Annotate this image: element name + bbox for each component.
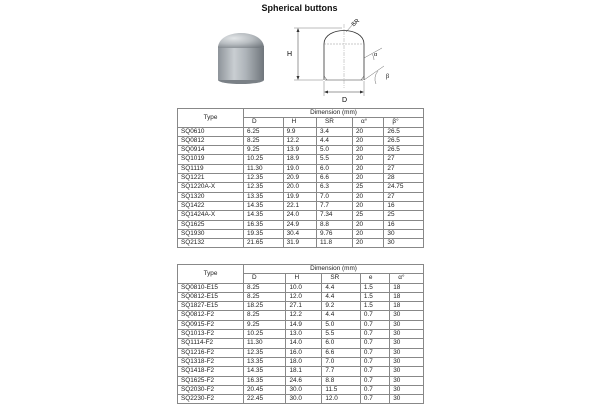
- value-cell: 8.8: [317, 220, 353, 229]
- type-cell: SQ2230-F2: [178, 395, 244, 404]
- d-label: D: [342, 97, 348, 104]
- value-cell: 1.5: [360, 292, 389, 301]
- value-cell: 20: [352, 229, 383, 238]
- value-cell: 28: [384, 174, 424, 183]
- value-cell: 18: [390, 283, 424, 292]
- value-cell: 0.7: [360, 311, 389, 320]
- value-cell: 5.5: [322, 330, 361, 339]
- value-cell: 30: [390, 357, 424, 366]
- type-cell: SQ1019: [178, 155, 244, 164]
- table-row: [178, 330, 424, 339]
- table-row: [178, 357, 424, 366]
- type-cell: SQ1013-F2: [178, 330, 244, 339]
- value-cell: 30: [390, 311, 424, 320]
- table-row: [178, 385, 424, 394]
- column-header: β°: [384, 118, 424, 127]
- value-cell: 16: [384, 201, 424, 210]
- value-cell: 14.0: [286, 339, 322, 348]
- beta-line: [364, 66, 384, 80]
- table-row: [178, 201, 424, 210]
- d-arrow-left: [324, 91, 328, 94]
- type-cell: SQ0810-E15: [178, 283, 244, 292]
- value-cell: 0.7: [360, 395, 389, 404]
- type-cell: SQ1318-F2: [178, 357, 244, 366]
- value-cell: 19.9: [283, 192, 316, 201]
- type-header: Type: [178, 265, 244, 284]
- type-cell: SQ0812-E15: [178, 292, 244, 301]
- value-cell: 16: [384, 220, 424, 229]
- value-cell: 25: [352, 211, 383, 220]
- value-cell: 30: [390, 320, 424, 329]
- type-cell: SQ1418-F2: [178, 367, 244, 376]
- table-row: [178, 164, 424, 173]
- value-cell: 0.7: [360, 330, 389, 339]
- chamfer-right: [361, 76, 364, 80]
- table-row: [178, 320, 424, 329]
- type-cell: SQ2132: [178, 239, 244, 248]
- value-cell: 30: [390, 367, 424, 376]
- value-cell: 11.8: [317, 239, 353, 248]
- value-cell: 13.0: [286, 330, 322, 339]
- value-cell: 18: [390, 292, 424, 301]
- value-cell: 20: [352, 136, 383, 145]
- value-cell: 20: [352, 201, 383, 210]
- value-cell: 20: [352, 155, 383, 164]
- value-cell: 10.25: [244, 330, 286, 339]
- value-cell: 30: [390, 348, 424, 357]
- column-header: D: [244, 118, 284, 127]
- spec-table-e-f-series: [177, 264, 424, 404]
- table-row: [178, 192, 424, 201]
- value-cell: 6.6: [317, 174, 353, 183]
- value-cell: 27: [384, 155, 424, 164]
- value-cell: 20: [352, 239, 383, 248]
- value-cell: 10.25: [244, 155, 284, 164]
- value-cell: 5.5: [317, 155, 353, 164]
- value-cell: 13.35: [244, 192, 284, 201]
- value-cell: 9.25: [244, 146, 284, 155]
- value-cell: 8.25: [244, 311, 286, 320]
- value-cell: 27.1: [286, 302, 322, 311]
- value-cell: 30.4: [283, 229, 316, 238]
- value-cell: 7.7: [317, 201, 353, 210]
- value-cell: 30: [390, 376, 424, 385]
- value-cell: 18.9: [283, 155, 316, 164]
- column-header: α°: [352, 118, 383, 127]
- value-cell: 8.25: [244, 136, 284, 145]
- value-cell: 24.0: [283, 211, 316, 220]
- table-row: [178, 127, 424, 136]
- table-row: [178, 211, 424, 220]
- value-cell: 4.4: [322, 311, 361, 320]
- beta-arc: [375, 71, 378, 84]
- value-cell: 27: [384, 192, 424, 201]
- value-cell: 13.9: [283, 146, 316, 155]
- h-arrow-bottom: [297, 76, 300, 80]
- table-row: [178, 220, 424, 229]
- table-row: [178, 229, 424, 238]
- value-cell: 12.35: [244, 183, 284, 192]
- type-cell: SQ0812: [178, 136, 244, 145]
- column-header: H: [286, 274, 322, 283]
- value-cell: 0.7: [360, 367, 389, 376]
- table-row: [178, 155, 424, 164]
- value-cell: 8.8: [322, 376, 361, 385]
- value-cell: 7.0: [317, 192, 353, 201]
- type-cell: SQ0610: [178, 127, 244, 136]
- table-row: [178, 339, 424, 348]
- spec-table-standard: [177, 108, 424, 248]
- value-cell: 9.2: [322, 302, 361, 311]
- value-cell: 8.25: [244, 292, 286, 301]
- type-cell: SQ0812-F2: [178, 311, 244, 320]
- value-cell: 3.4: [317, 127, 353, 136]
- type-cell: SQ1625-F2: [178, 376, 244, 385]
- value-cell: 31.9: [283, 239, 316, 248]
- value-cell: 30.0: [286, 395, 322, 404]
- value-cell: 12.35: [244, 174, 284, 183]
- value-cell: 19.0: [283, 164, 316, 173]
- value-cell: 0.7: [360, 357, 389, 366]
- table-row: [178, 292, 424, 301]
- sr-label: SR: [350, 18, 362, 29]
- value-cell: 0.7: [360, 385, 389, 394]
- value-cell: 30: [390, 395, 424, 404]
- column-header: e: [360, 274, 389, 283]
- column-header: α°: [390, 274, 424, 283]
- value-cell: 18.1: [286, 367, 322, 376]
- value-cell: 1.5: [360, 283, 389, 292]
- type-cell: SQ1827-E15: [178, 302, 244, 311]
- value-cell: 5.0: [317, 146, 353, 155]
- table-row: [178, 395, 424, 404]
- value-cell: 20: [352, 127, 383, 136]
- value-cell: 0.7: [360, 320, 389, 329]
- product-photo: [213, 26, 269, 86]
- value-cell: 9.25: [244, 320, 286, 329]
- value-cell: 19.35: [244, 229, 284, 238]
- value-cell: 20: [352, 164, 383, 173]
- value-cell: 4.4: [322, 292, 361, 301]
- value-cell: 30: [390, 385, 424, 394]
- table-row: [178, 183, 424, 192]
- value-cell: 0.7: [360, 348, 389, 357]
- value-cell: 21.65: [244, 239, 284, 248]
- technical-drawing: [276, 18, 406, 106]
- value-cell: 16.35: [244, 220, 284, 229]
- type-cell: SQ0915-F2: [178, 320, 244, 329]
- value-cell: 9.9: [283, 127, 316, 136]
- value-cell: 11.30: [244, 339, 286, 348]
- dimension-header: Dimension (mm): [244, 109, 424, 118]
- value-cell: 12.0: [286, 292, 322, 301]
- type-cell: SQ1221: [178, 174, 244, 183]
- value-cell: 6.0: [322, 339, 361, 348]
- value-cell: 26.5: [384, 127, 424, 136]
- value-cell: 7.0: [322, 357, 361, 366]
- value-cell: 6.25: [244, 127, 284, 136]
- value-cell: 30: [384, 239, 424, 248]
- value-cell: 6.0: [317, 164, 353, 173]
- value-cell: 14.35: [244, 201, 284, 210]
- value-cell: 14.35: [244, 367, 286, 376]
- value-cell: 0.7: [360, 376, 389, 385]
- value-cell: 7.34: [317, 211, 353, 220]
- type-cell: SQ1114-F2: [178, 339, 244, 348]
- value-cell: 12.2: [283, 136, 316, 145]
- value-cell: 6.6: [322, 348, 361, 357]
- value-cell: 11.30: [244, 164, 284, 173]
- value-cell: 13.35: [244, 357, 286, 366]
- value-cell: 12.35: [244, 348, 286, 357]
- column-header: SR: [317, 118, 353, 127]
- type-cell: SQ1422: [178, 201, 244, 210]
- table-row: [178, 239, 424, 248]
- table-row: [178, 367, 424, 376]
- table-row: [178, 136, 424, 145]
- value-cell: 27: [384, 164, 424, 173]
- type-cell: SQ2030-F2: [178, 385, 244, 394]
- value-cell: 30.0: [286, 385, 322, 394]
- type-cell: SQ1625: [178, 220, 244, 229]
- value-cell: 20: [352, 192, 383, 201]
- value-cell: 25: [352, 183, 383, 192]
- table-row: [178, 174, 424, 183]
- value-cell: 20.45: [244, 385, 286, 394]
- beta-label: β: [386, 74, 390, 80]
- value-cell: 0.7: [360, 339, 389, 348]
- d-arrow-right: [360, 91, 364, 94]
- value-cell: 26.5: [384, 146, 424, 155]
- table-row: [178, 348, 424, 357]
- value-cell: 12.0: [322, 395, 361, 404]
- value-cell: 12.2: [286, 311, 322, 320]
- type-cell: SQ1119: [178, 164, 244, 173]
- table-row: [178, 283, 424, 292]
- type-cell: SQ1216-F2: [178, 348, 244, 357]
- table-row: [178, 376, 424, 385]
- page-title: Spherical buttons: [261, 3, 338, 13]
- alpha-line: [364, 48, 382, 58]
- value-cell: 18.0: [286, 357, 322, 366]
- alpha-label: α: [374, 52, 378, 58]
- button-body: [218, 46, 264, 80]
- dimension-header: Dimension (mm): [244, 265, 424, 274]
- type-cell: SQ0914: [178, 146, 244, 155]
- value-cell: 24.9: [283, 220, 316, 229]
- button-dome: [218, 33, 264, 48]
- value-cell: 8.25: [244, 283, 286, 292]
- value-cell: 9.76: [317, 229, 353, 238]
- value-cell: 16.0: [286, 348, 322, 357]
- type-cell: SQ1424A-X: [178, 211, 244, 220]
- value-cell: 18.25: [244, 302, 286, 311]
- value-cell: 16.35: [244, 376, 286, 385]
- value-cell: 20: [352, 174, 383, 183]
- value-cell: 1.5: [360, 302, 389, 311]
- value-cell: 14.35: [244, 211, 284, 220]
- value-cell: 6.3: [317, 183, 353, 192]
- value-cell: 30: [390, 330, 424, 339]
- value-cell: 24.75: [384, 183, 424, 192]
- value-cell: 5.0: [322, 320, 361, 329]
- column-header: D: [244, 274, 286, 283]
- value-cell: 20: [352, 146, 383, 155]
- value-cell: 30: [384, 229, 424, 238]
- table-row: [178, 146, 424, 155]
- value-cell: 22.45: [244, 395, 286, 404]
- type-cell: SQ1220A-X: [178, 183, 244, 192]
- value-cell: 30: [390, 339, 424, 348]
- table-row: [178, 302, 424, 311]
- value-cell: 26.5: [384, 136, 424, 145]
- value-cell: 20.9: [283, 174, 316, 183]
- type-cell: SQ1320: [178, 192, 244, 201]
- value-cell: 24.6: [286, 376, 322, 385]
- h-label: H: [287, 51, 293, 58]
- column-header: SR: [322, 274, 361, 283]
- type-header: Type: [178, 109, 244, 128]
- column-header: H: [283, 118, 316, 127]
- chamfer-left: [324, 76, 327, 80]
- value-cell: 14.9: [286, 320, 322, 329]
- value-cell: 4.4: [317, 136, 353, 145]
- type-cell: SQ1930: [178, 229, 244, 238]
- value-cell: 4.4: [322, 283, 361, 292]
- value-cell: 25: [384, 211, 424, 220]
- h-arrow-top: [297, 28, 300, 32]
- value-cell: 10.0: [286, 283, 322, 292]
- value-cell: 22.1: [283, 201, 316, 210]
- table-row: [178, 311, 424, 320]
- value-cell: 20: [352, 220, 383, 229]
- value-cell: 11.5: [322, 385, 361, 394]
- value-cell: 20.0: [283, 183, 316, 192]
- value-cell: 18: [390, 302, 424, 311]
- value-cell: 7.7: [322, 367, 361, 376]
